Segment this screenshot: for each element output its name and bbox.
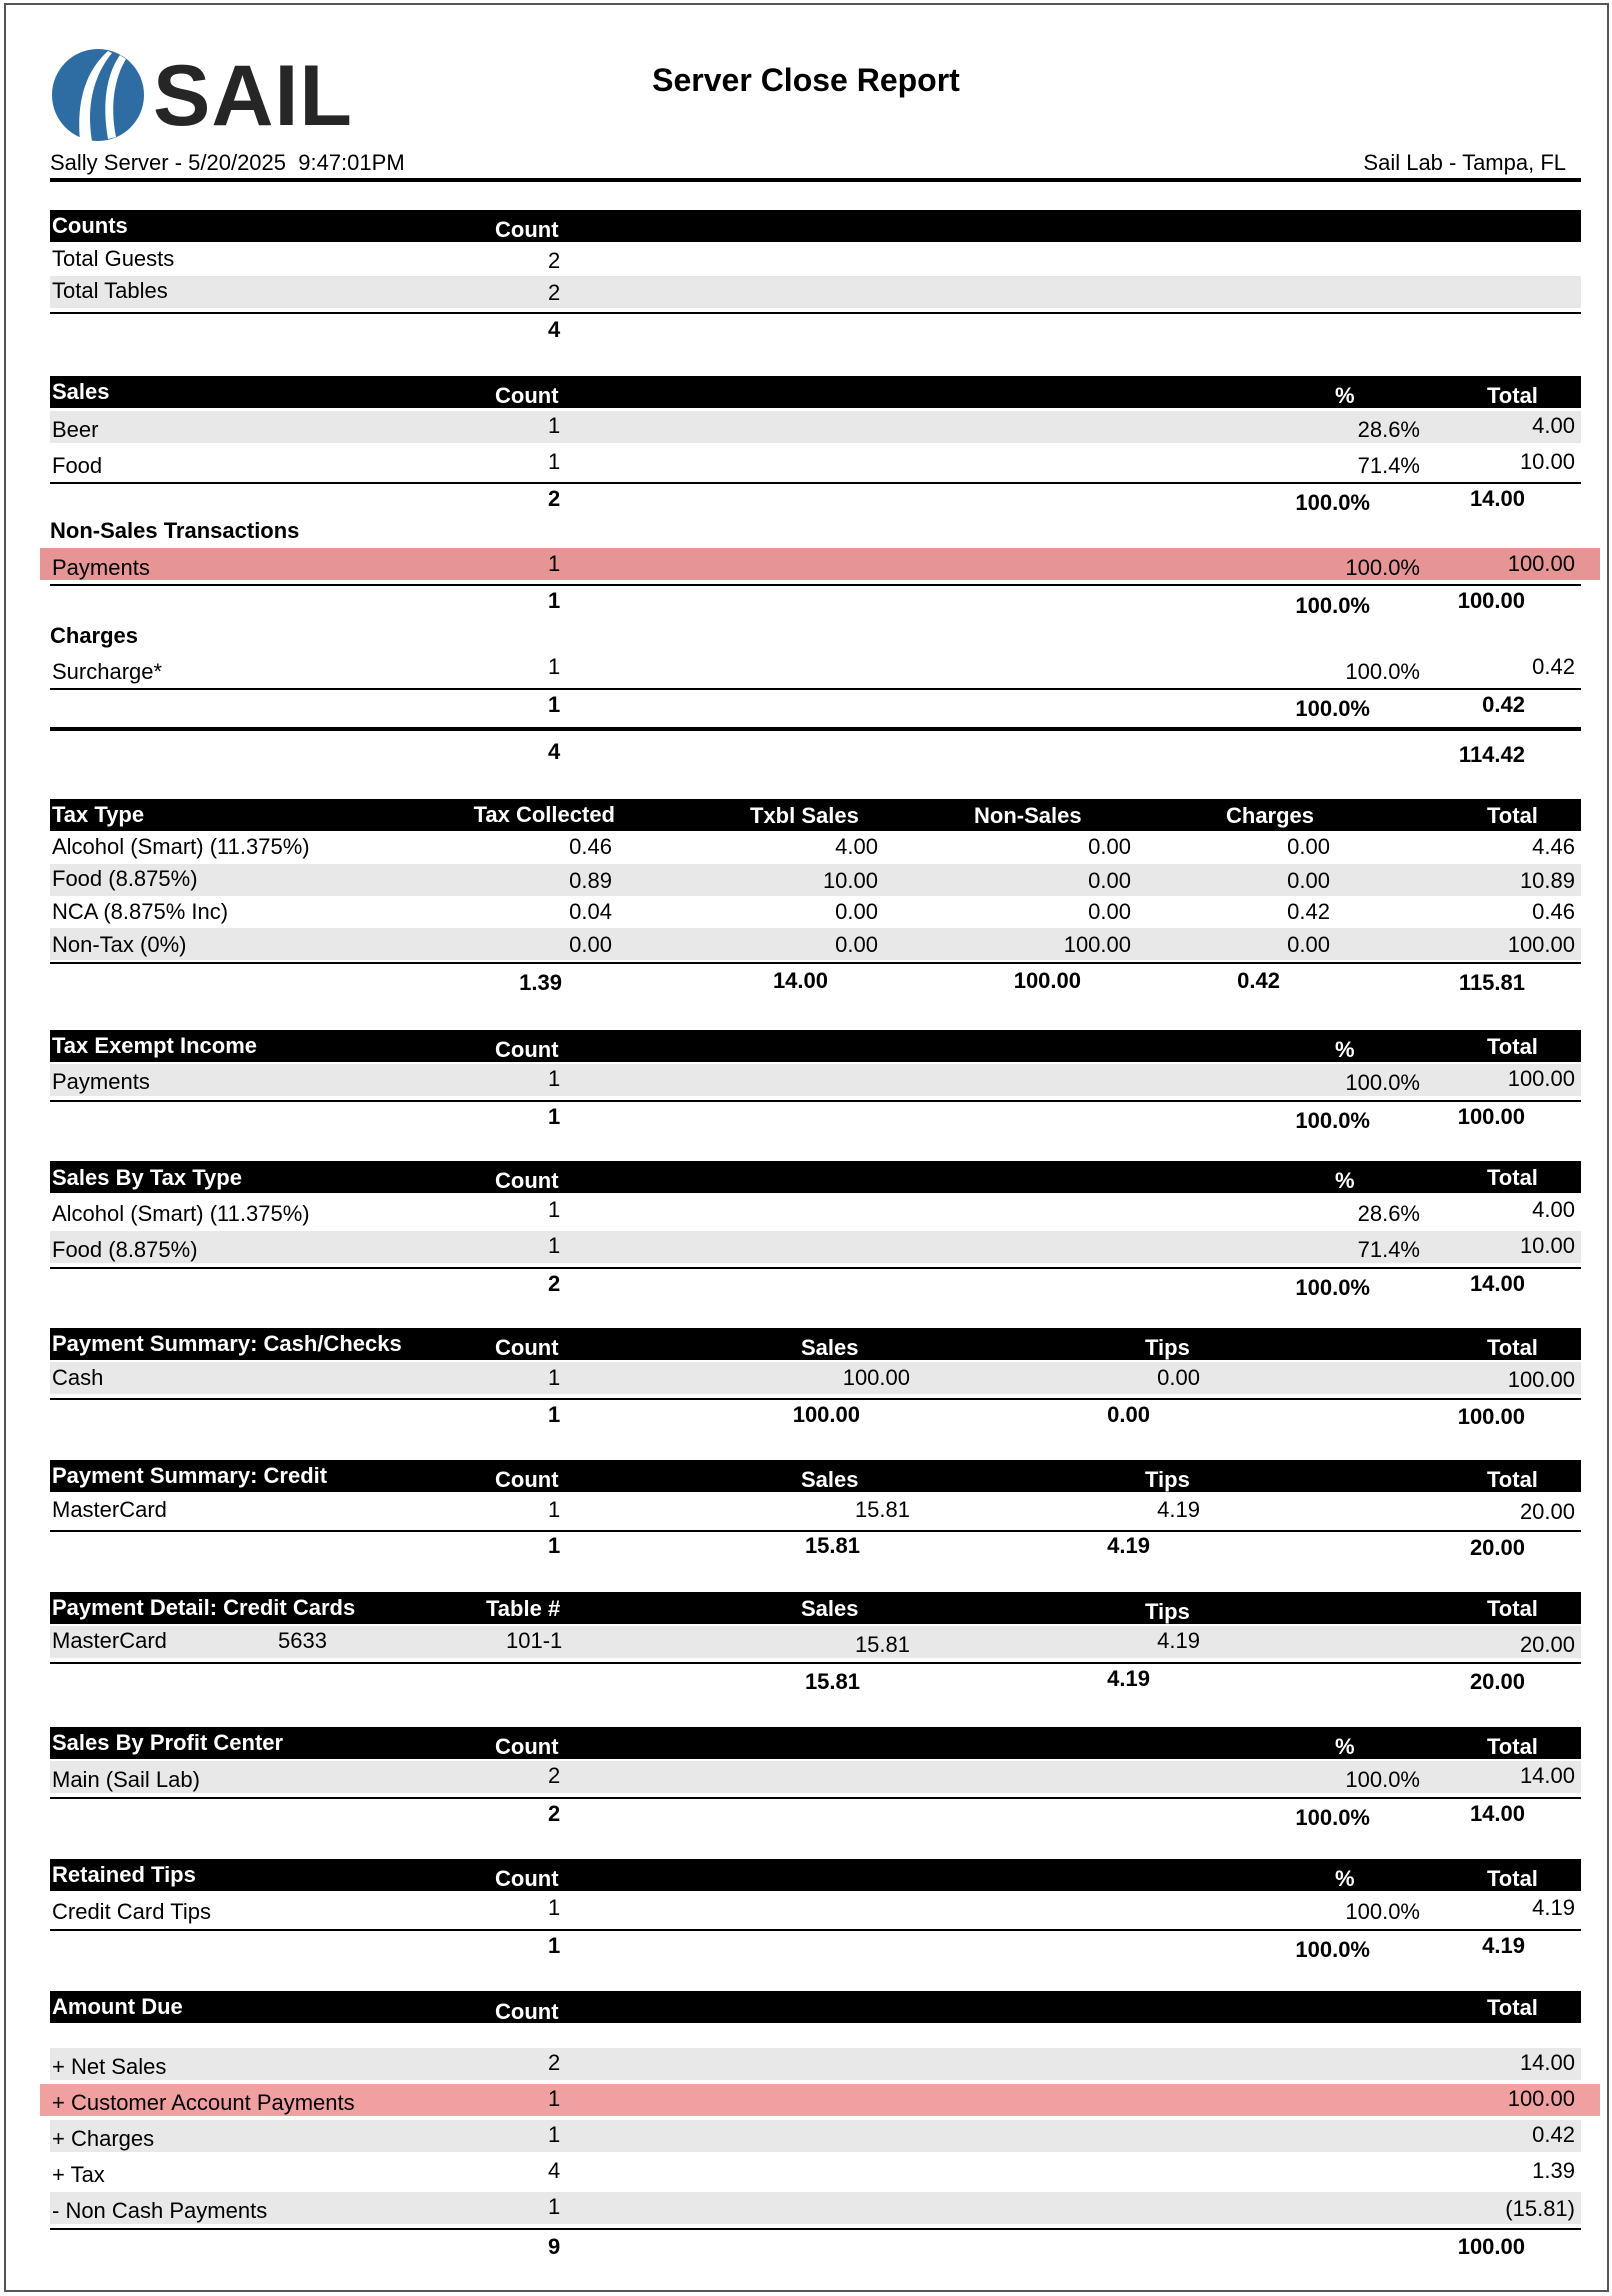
location: Sail Lab - Tampa, FL bbox=[1363, 150, 1566, 175]
table-row: MasterCard 1 15.81 4.19 20.00 bbox=[52, 1497, 1575, 1524]
retained-tips-header: Retained Tips Count % Total bbox=[50, 1859, 1581, 1891]
table-row: NCA (8.875% Inc) 0.04 0.00 0.00 0.42 0.46 bbox=[52, 899, 1575, 924]
header-divider bbox=[50, 178, 1581, 182]
divider bbox=[50, 688, 1581, 690]
divider bbox=[50, 727, 1581, 731]
table-row: + Net Sales 2 14.00 bbox=[50, 2048, 1581, 2080]
table-row: - Non Cash Payments 1 (15.81) bbox=[50, 2192, 1581, 2224]
tax-exempt-header: Tax Exempt Income Count % Total bbox=[50, 1030, 1581, 1062]
server-datetime: Sally Server - 5/20/2025 9:47:01PM bbox=[50, 150, 405, 175]
divider bbox=[50, 1929, 1581, 1931]
page-title: Server Close Report bbox=[652, 62, 960, 98]
table-row: Surcharge* 1 100.0% 0.42 bbox=[52, 654, 1575, 684]
tax-type-header: Tax Type Tax Collected Txbl Sales Non-Sales Charges Total bbox=[50, 799, 1581, 831]
table-row: Food (8.875%) 0.89 10.00 0.00 0.00 10.89 bbox=[50, 864, 1581, 896]
sales-by-tax-header: Sales By Tax Type Count % Total bbox=[50, 1161, 1581, 1193]
table-row: + Tax 4 1.39 bbox=[52, 2158, 1575, 2187]
table-row: Alcohol (Smart) (11.375%) 0.46 4.00 0.00 0.00 4.46 bbox=[52, 834, 1575, 859]
table-row: Non-Tax (0%) 0.00 0.00 100.00 0.00 100.00 bbox=[50, 928, 1581, 960]
payment-cash-header: Payment Summary: Cash/Checks Count Sales Tips Total bbox=[50, 1328, 1581, 1360]
divider bbox=[50, 482, 1581, 484]
amount-due-header: Amount Due Count Total bbox=[50, 1991, 1581, 2023]
divider bbox=[50, 584, 1581, 586]
table-row: Cash 1 100.00 0.00 100.00 bbox=[50, 1362, 1581, 1394]
divider bbox=[50, 312, 1581, 314]
payment-credit-header: Payment Summary: Credit Count Sales Tips Total bbox=[50, 1460, 1581, 1492]
table-row: Payments 1 100.0% 100.00 bbox=[40, 548, 1600, 580]
table-row: Payments 1 100.0% 100.00 bbox=[50, 1064, 1581, 1096]
table-row: Total Guests 2 bbox=[52, 246, 561, 273]
sales-header: Sales Count % Total bbox=[50, 376, 1581, 408]
table-row: Food (8.875%) 1 71.4% 10.00 bbox=[50, 1231, 1581, 1263]
divider bbox=[50, 1267, 1581, 1269]
non-sales-title: Non-Sales Transactions bbox=[50, 518, 300, 543]
table-row: Alcohol (Smart) (11.375%) 1 28.6% 4.00 bbox=[52, 1197, 1575, 1226]
table-row: MasterCard 5633 101-1 15.81 4.19 20.00 bbox=[50, 1626, 1581, 1658]
table-row: Food 1 71.4% 10.00 bbox=[52, 449, 1575, 478]
table-row: + Customer Account Payments 1 100.00 bbox=[40, 2084, 1600, 2116]
divider bbox=[50, 1398, 1581, 1400]
divider bbox=[50, 1530, 1581, 1532]
table-row: Main (Sail Lab) 2 100.0% 14.00 bbox=[50, 1761, 1581, 1793]
table-row: + Charges 1 0.42 bbox=[50, 2120, 1581, 2152]
table-row: Beer 1 28.6% 4.00 bbox=[50, 411, 1581, 443]
counts-header: Counts Count bbox=[50, 210, 1581, 242]
divider bbox=[50, 962, 1581, 964]
payment-detail-header: Payment Detail: Credit Cards Table # Sales Tips Total bbox=[50, 1592, 1581, 1624]
divider bbox=[50, 1797, 1581, 1799]
charges-title: Charges bbox=[50, 623, 139, 648]
divider bbox=[50, 1662, 1581, 1664]
divider bbox=[50, 1100, 1581, 1102]
table-row: Total Tables 2 bbox=[50, 276, 1581, 308]
logo-text: SAIL bbox=[153, 48, 353, 144]
table-row: Credit Card Tips 1 100.0% 4.19 bbox=[52, 1895, 1575, 1924]
profit-center-header: Sales By Profit Center Count % Total bbox=[50, 1727, 1581, 1759]
divider bbox=[50, 2228, 1581, 2230]
